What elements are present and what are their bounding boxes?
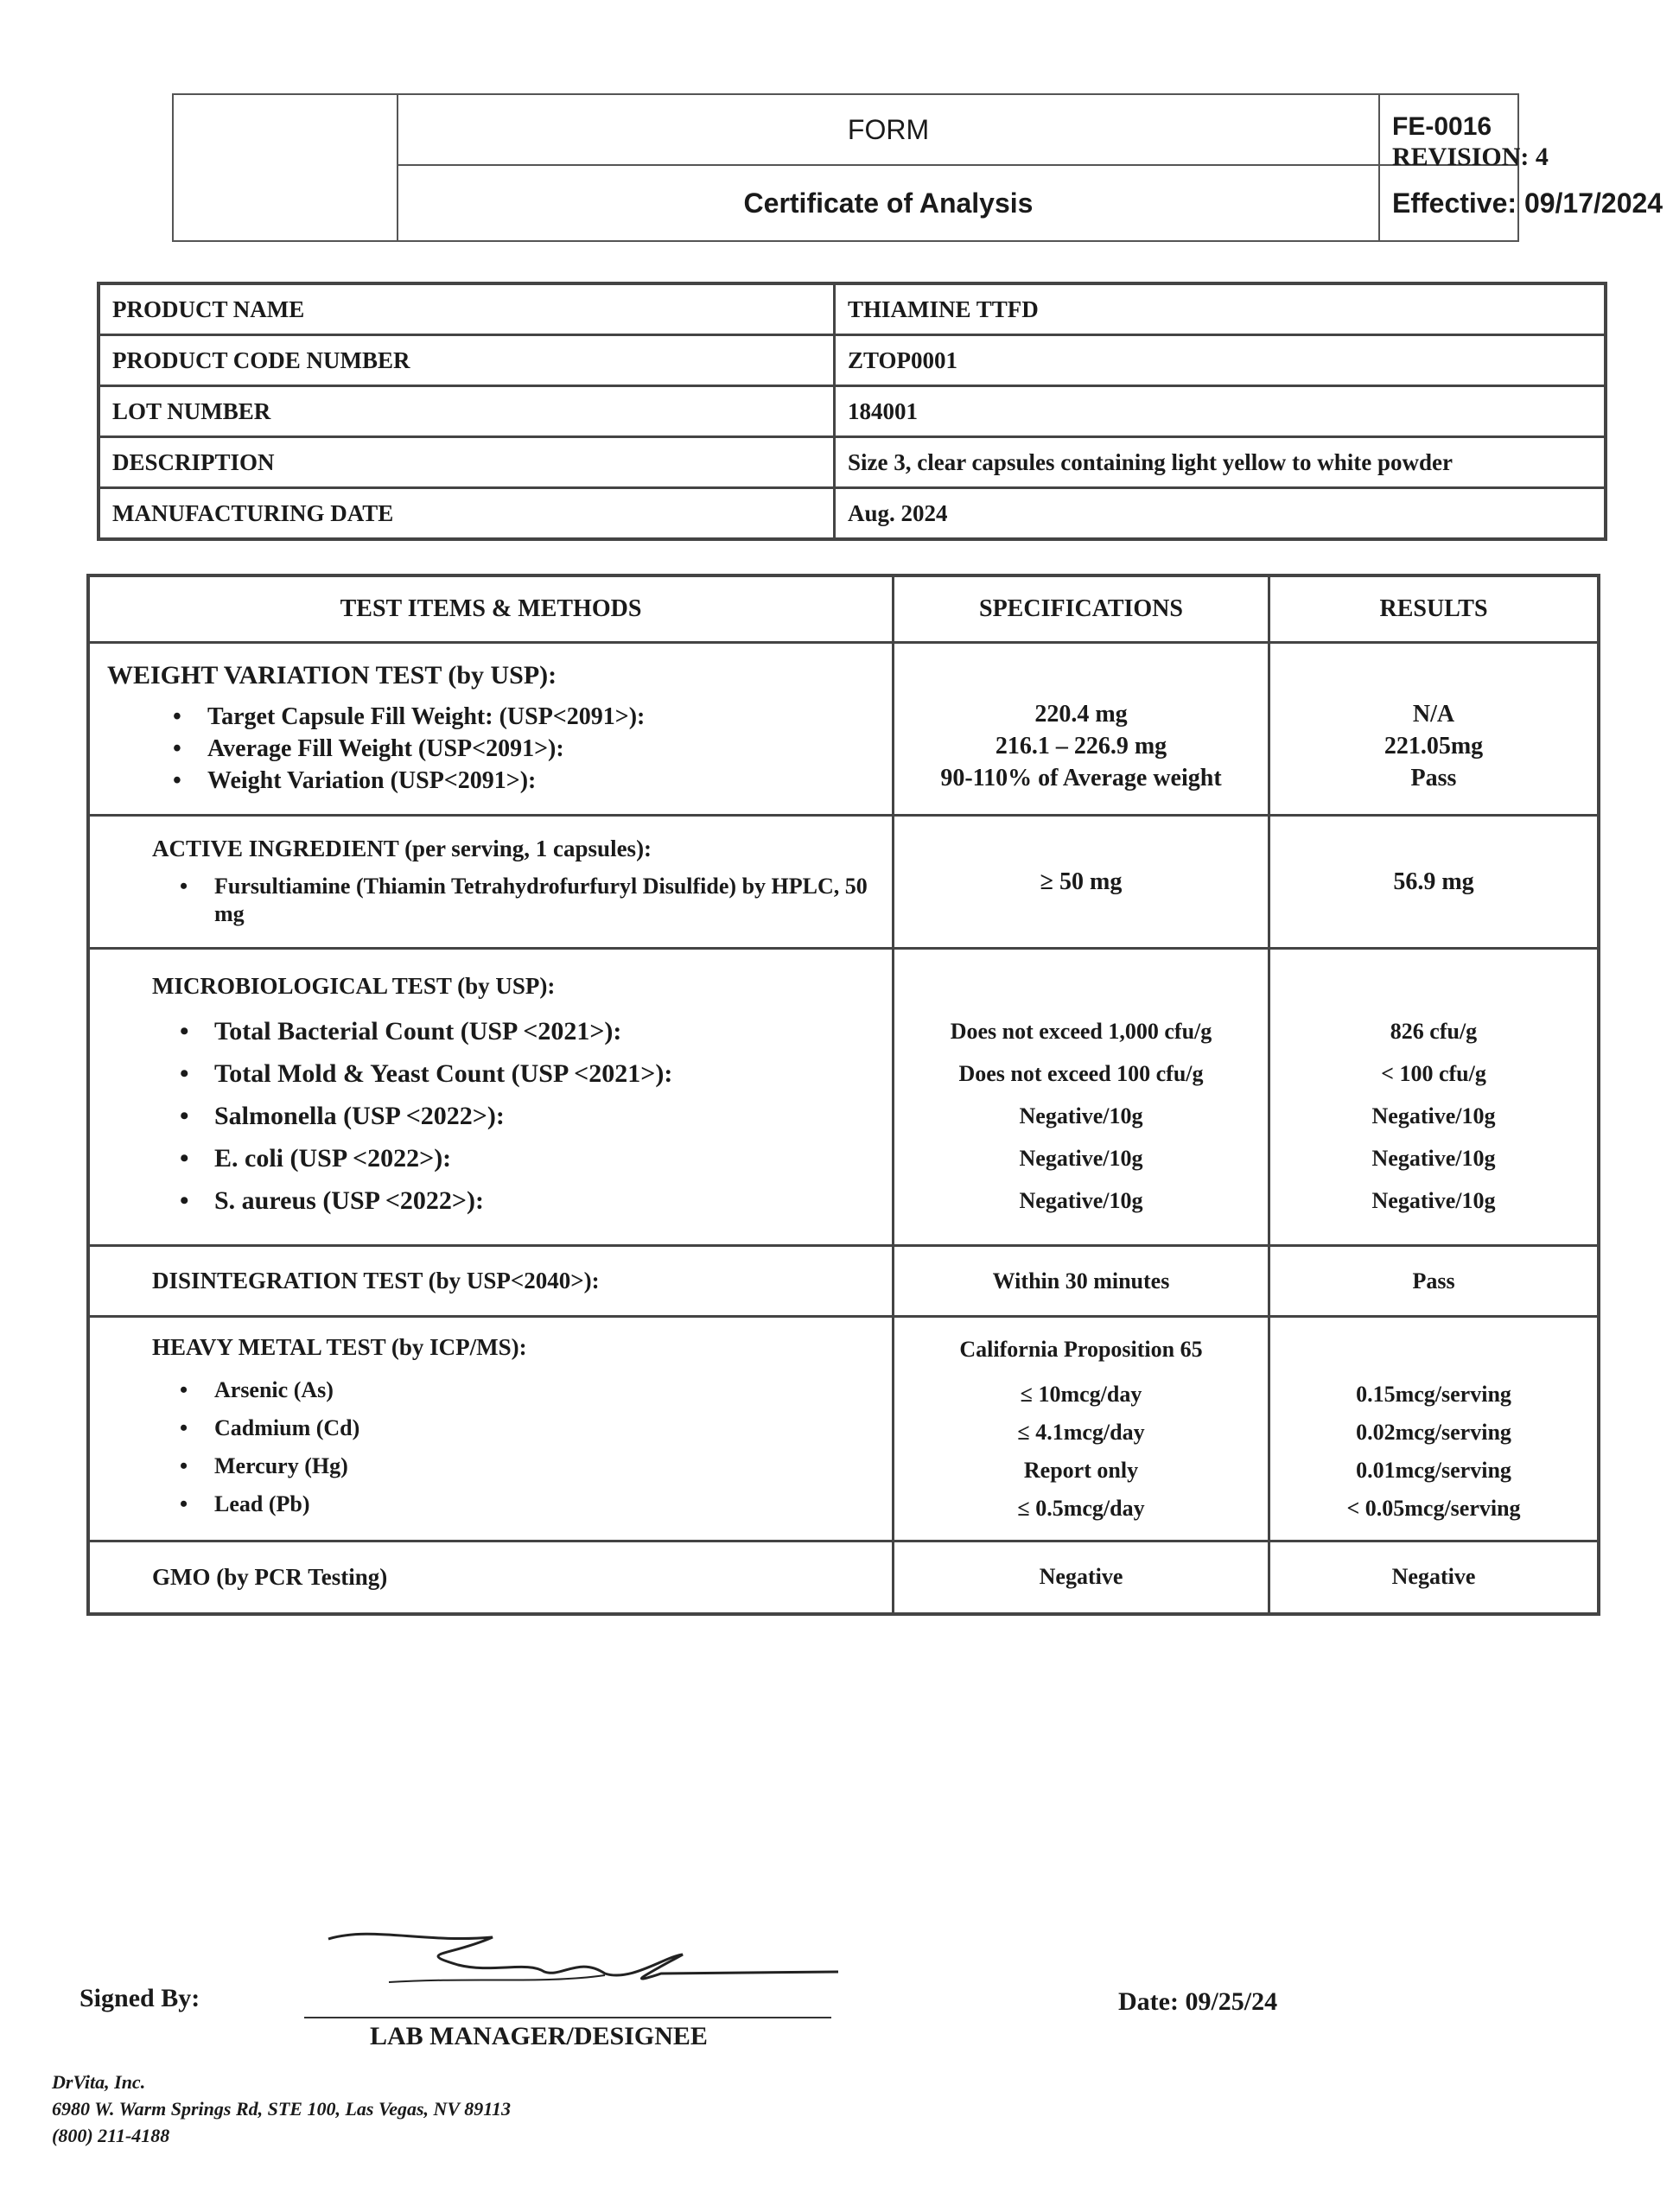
spec-value: Negative/10g bbox=[1019, 1188, 1143, 1213]
manufacturing-date-value: Aug. 2024 bbox=[835, 488, 1606, 540]
table-row bbox=[99, 386, 1606, 437]
result-value: < 100 cfu/g bbox=[1381, 1061, 1486, 1086]
product-code-label: PRODUCT CODE NUMBER bbox=[99, 335, 835, 386]
description-label: DESCRIPTION bbox=[99, 437, 835, 488]
header-specifications: SPECIFICATIONS bbox=[894, 575, 1269, 643]
lot-number-value: 184001 bbox=[835, 386, 1606, 437]
form-label: FORM bbox=[398, 95, 1378, 166]
spec-subtitle: California Proposition 65 bbox=[959, 1336, 1203, 1362]
product-info-table bbox=[97, 282, 1607, 541]
product-code-value: ZTOP0001 bbox=[835, 335, 1606, 386]
manufacturing-date-label: MANUFACTURING DATE bbox=[99, 488, 835, 540]
list-item: • Total Bacterial Count (USP <2021>): bbox=[104, 1010, 878, 1052]
section-title: WEIGHT VARIATION TEST (by USP): bbox=[107, 661, 557, 690]
company-phone: (800) 211-4188 bbox=[52, 2125, 170, 2146]
result-value: Negative/10g bbox=[1371, 1188, 1496, 1213]
section-title: HEAVY METAL TEST (by ICP/MS): bbox=[152, 1334, 527, 1360]
microbiological-row bbox=[88, 949, 1599, 1246]
result-value: < 0.05mcg/serving bbox=[1346, 1495, 1521, 1521]
spec-value: Does not exceed 100 cfu/g bbox=[958, 1061, 1204, 1086]
result-value: N/A bbox=[1412, 701, 1455, 728]
list-item: • E. coli (USP <2022>): bbox=[104, 1137, 878, 1179]
list-item: • Average Fill Weight (USP<2091>): bbox=[97, 733, 878, 765]
company-name: DrVita, Inc. bbox=[52, 2071, 146, 2093]
company-street: 6980 W. Warm Springs Rd, STE 100, Las Vegas, NV 89113 bbox=[52, 2098, 511, 2120]
gmo-row bbox=[88, 1541, 1599, 1614]
spec-value: Negative/10g bbox=[1019, 1146, 1143, 1171]
table-row bbox=[99, 335, 1606, 386]
result-value: Negative bbox=[1269, 1541, 1600, 1614]
result-value: 56.9 mg bbox=[1269, 816, 1600, 949]
spec-value: 216.1 – 226.9 mg bbox=[995, 733, 1167, 760]
result-value: 221.05mg bbox=[1384, 733, 1484, 760]
active-ingredient-row bbox=[88, 816, 1599, 949]
table-header-row bbox=[88, 575, 1599, 643]
result-value: Pass bbox=[1269, 1246, 1600, 1317]
signed-by-label: Signed By: bbox=[80, 1984, 200, 2012]
logo-cell bbox=[174, 95, 398, 240]
header-test-items: TEST ITEMS & METHODS bbox=[88, 575, 894, 643]
list-item: • Salmonella (USP <2022>): bbox=[104, 1095, 878, 1137]
product-name-value: THIAMINE TTFD bbox=[835, 283, 1606, 335]
list-item: • Target Capsule Fill Weight: (USP<2091>): bbox=[97, 701, 878, 733]
spec-value: Negative bbox=[894, 1541, 1269, 1614]
result-value: Negative/10g bbox=[1371, 1103, 1496, 1128]
table-row bbox=[99, 488, 1606, 540]
section-title: GMO (by PCR Testing) bbox=[152, 1563, 388, 1590]
product-name-label: PRODUCT NAME bbox=[99, 283, 835, 335]
result-value: 0.01mcg/serving bbox=[1356, 1457, 1511, 1483]
description-value: Size 3, clear capsules containing light yellow to white powder bbox=[835, 437, 1606, 488]
heavy-metal-row bbox=[88, 1317, 1599, 1541]
disintegration-row bbox=[88, 1246, 1599, 1317]
lab-manager-label: LAB MANAGER/DESIGNEE bbox=[370, 2022, 708, 2050]
spec-value: 220.4 mg bbox=[1034, 701, 1128, 728]
document-title: Certificate of Analysis bbox=[743, 187, 1034, 219]
section-title: DISINTEGRATION TEST (by USP<2040>): bbox=[152, 1268, 600, 1294]
list-item: • Lead (Pb) bbox=[104, 1485, 878, 1523]
list-item: • Cadmium (Cd) bbox=[104, 1409, 878, 1447]
spec-value: 90-110% of Average weight bbox=[940, 765, 1222, 791]
company-address bbox=[52, 2069, 511, 2149]
result-value: 0.02mcg/serving bbox=[1356, 1419, 1511, 1445]
table-row bbox=[99, 437, 1606, 488]
spec-value: Negative/10g bbox=[1019, 1103, 1143, 1128]
form-revision: REVISION: 4 bbox=[1392, 143, 1549, 171]
weight-variation-row bbox=[88, 643, 1599, 816]
spec-value: Does not exceed 1,000 cfu/g bbox=[950, 1019, 1212, 1044]
section-title: MICROBIOLOGICAL TEST (by USP): bbox=[152, 972, 556, 999]
spec-value: ≤ 10mcg/day bbox=[1020, 1381, 1142, 1407]
signature-date: Date: 09/25/24 bbox=[1118, 1987, 1278, 2016]
spec-value: Report only bbox=[1023, 1457, 1139, 1483]
spec-value: ≤ 0.5mcg/day bbox=[1017, 1495, 1145, 1521]
section-title: ACTIVE INGREDIENT (per serving, 1 capsules): bbox=[152, 836, 652, 861]
header-results: RESULTS bbox=[1269, 575, 1600, 643]
form-header bbox=[172, 93, 1663, 242]
spec-value: ≤ 4.1mcg/day bbox=[1017, 1419, 1145, 1445]
test-results-table bbox=[86, 574, 1600, 1616]
form-id: FE-0016 bbox=[1392, 112, 1492, 141]
list-item: • Total Mold & Yeast Count (USP <2021>): bbox=[104, 1052, 878, 1095]
result-value: Negative/10g bbox=[1371, 1146, 1496, 1171]
spec-value: ≥ 50 mg bbox=[894, 816, 1269, 949]
result-value: 0.15mcg/serving bbox=[1356, 1381, 1511, 1407]
result-value: 826 cfu/g bbox=[1390, 1019, 1478, 1044]
list-item: • Weight Variation (USP<2091>): bbox=[97, 765, 878, 797]
result-value: Pass bbox=[1410, 765, 1457, 791]
spec-value: Within 30 minutes bbox=[894, 1246, 1269, 1317]
table-row bbox=[99, 283, 1606, 335]
list-item: • Mercury (Hg) bbox=[104, 1447, 878, 1485]
lot-number-label: LOT NUMBER bbox=[99, 386, 835, 437]
effective-date: Effective: 09/17/2024 bbox=[1392, 187, 1663, 219]
list-item: • S. aureus (USP <2022>): bbox=[104, 1179, 878, 1222]
signature-line bbox=[304, 2017, 831, 2018]
signature-image bbox=[320, 1922, 838, 2017]
list-item: • Arsenic (As) bbox=[104, 1371, 878, 1409]
list-item: • Fursultiamine (Thiamin Tetrahydrofurfuryl Disulfide) by HPLC, 50 mg bbox=[104, 873, 878, 928]
